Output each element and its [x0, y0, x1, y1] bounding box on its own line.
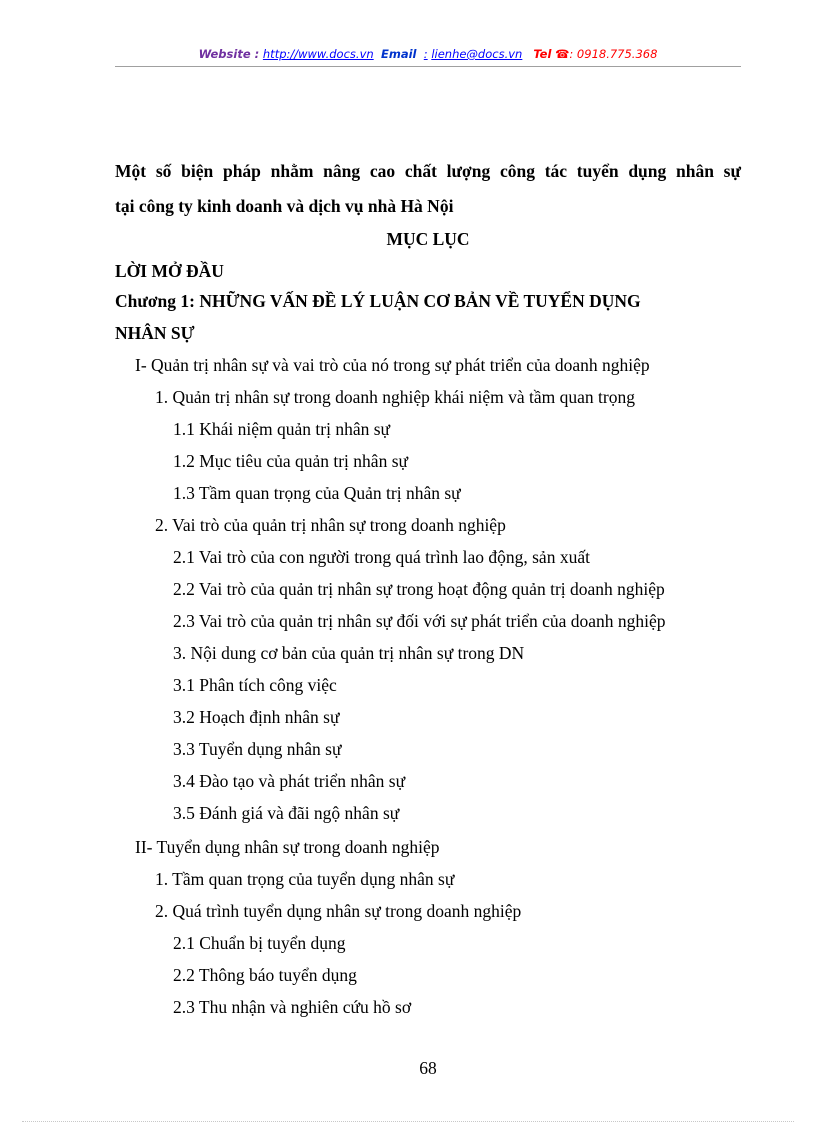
toc-entry[interactable]: 2.2 Vai trò của quản trị nhân sự trong hoạt động quản trị doanh nghiệp [173, 579, 665, 599]
email-link[interactable]: lienhe@docs.vn [431, 47, 523, 61]
toc-entry[interactable]: 2.1 Vai trò của con người trong quá trình lao động, sản xuất [173, 547, 590, 567]
toc-entry[interactable]: 1.2 Mục tiêu của quản trị nhân sự [173, 451, 408, 471]
doc-title-line-2: tại công ty kinh doanh và dịch vụ nhà Hà Nội [115, 196, 454, 216]
footer-divider [22, 1121, 794, 1122]
phone-icon: ☎ [555, 47, 570, 61]
toc-entry[interactable]: 2.3 Vai trò của quản trị nhân sự đối với sự phát triển của doanh nghiệp [173, 611, 666, 631]
toc-entry[interactable]: 2.1 Chuẩn bị tuyển dụng [173, 933, 346, 953]
page-number: 68 [419, 1058, 437, 1078]
toc-heading: MỤC LỤC [386, 229, 470, 249]
tel-label: Tel [533, 47, 552, 61]
toc-entry[interactable]: 2.3 Thu nhận và nghiên cứu hồ sơ [173, 997, 412, 1017]
toc-entry[interactable]: I- Quản trị nhân sự và vai trò của nó trong sự phát triển của doanh nghiệp [135, 355, 650, 375]
toc-entry[interactable]: 1. Tầm quan trọng của tuyển dụng nhân sự [155, 869, 455, 889]
toc-entry[interactable]: 3.3 Tuyển dụng nhân sự [173, 739, 342, 759]
toc-entry[interactable]: II- Tuyển dụng nhân sự trong doanh nghiệp [135, 837, 440, 857]
email-label: Email [380, 47, 417, 61]
toc-entry[interactable]: 3. Nội dung cơ bản của quản trị nhân sự trong DN [173, 643, 525, 663]
toc-entry[interactable]: 2. Quá trình tuyển dụng nhân sự trong doanh nghiệp [155, 901, 522, 921]
page-header [115, 47, 741, 65]
header-divider [115, 66, 741, 67]
toc-entry[interactable]: 1.3 Tầm quan trọng của Quản trị nhân sự [173, 483, 461, 503]
toc-entry[interactable]: 1. Quản trị nhân sự trong doanh nghiệp khái niệm và tầm quan trọng [155, 387, 635, 407]
chapter-1-heading: Chương 1: NHỮNG VẤN ĐỀ LÝ LUẬN CƠ BẢN VỀ TUYỂN DỤNG [115, 291, 641, 311]
website-link[interactable]: http://www.docs.vn [262, 47, 374, 61]
doc-title-line-1: Một số biện pháp nhằm nâng cao chất lượng công tác tuyển dụng nhân sự [115, 161, 741, 181]
toc-entry[interactable]: 1.1 Khái niệm quản trị nhân sự [173, 419, 391, 439]
website-label: Website : [198, 47, 260, 61]
intro-heading: LỜI MỞ ĐẦU [115, 261, 224, 281]
toc-entry[interactable]: 3.4 Đào tạo và phát triển nhân sự [173, 771, 406, 791]
toc-entry[interactable]: 3.1 Phân tích công việc [173, 675, 337, 695]
toc-entry[interactable]: 2. Vai trò của quản trị nhân sự trong doanh nghiệp [155, 515, 506, 535]
tel-number: : 0918.775.368 [569, 47, 658, 61]
toc-entry[interactable]: 3.5 Đánh giá và đãi ngộ nhân sự [173, 803, 400, 823]
toc-entry[interactable]: 2.2 Thông báo tuyển dụng [173, 965, 357, 985]
chapter-1-heading-cont: NHÂN SỰ [115, 323, 195, 343]
toc-entry[interactable]: 3.2 Hoạch định nhân sự [173, 707, 340, 727]
email-separator: : [423, 47, 428, 61]
